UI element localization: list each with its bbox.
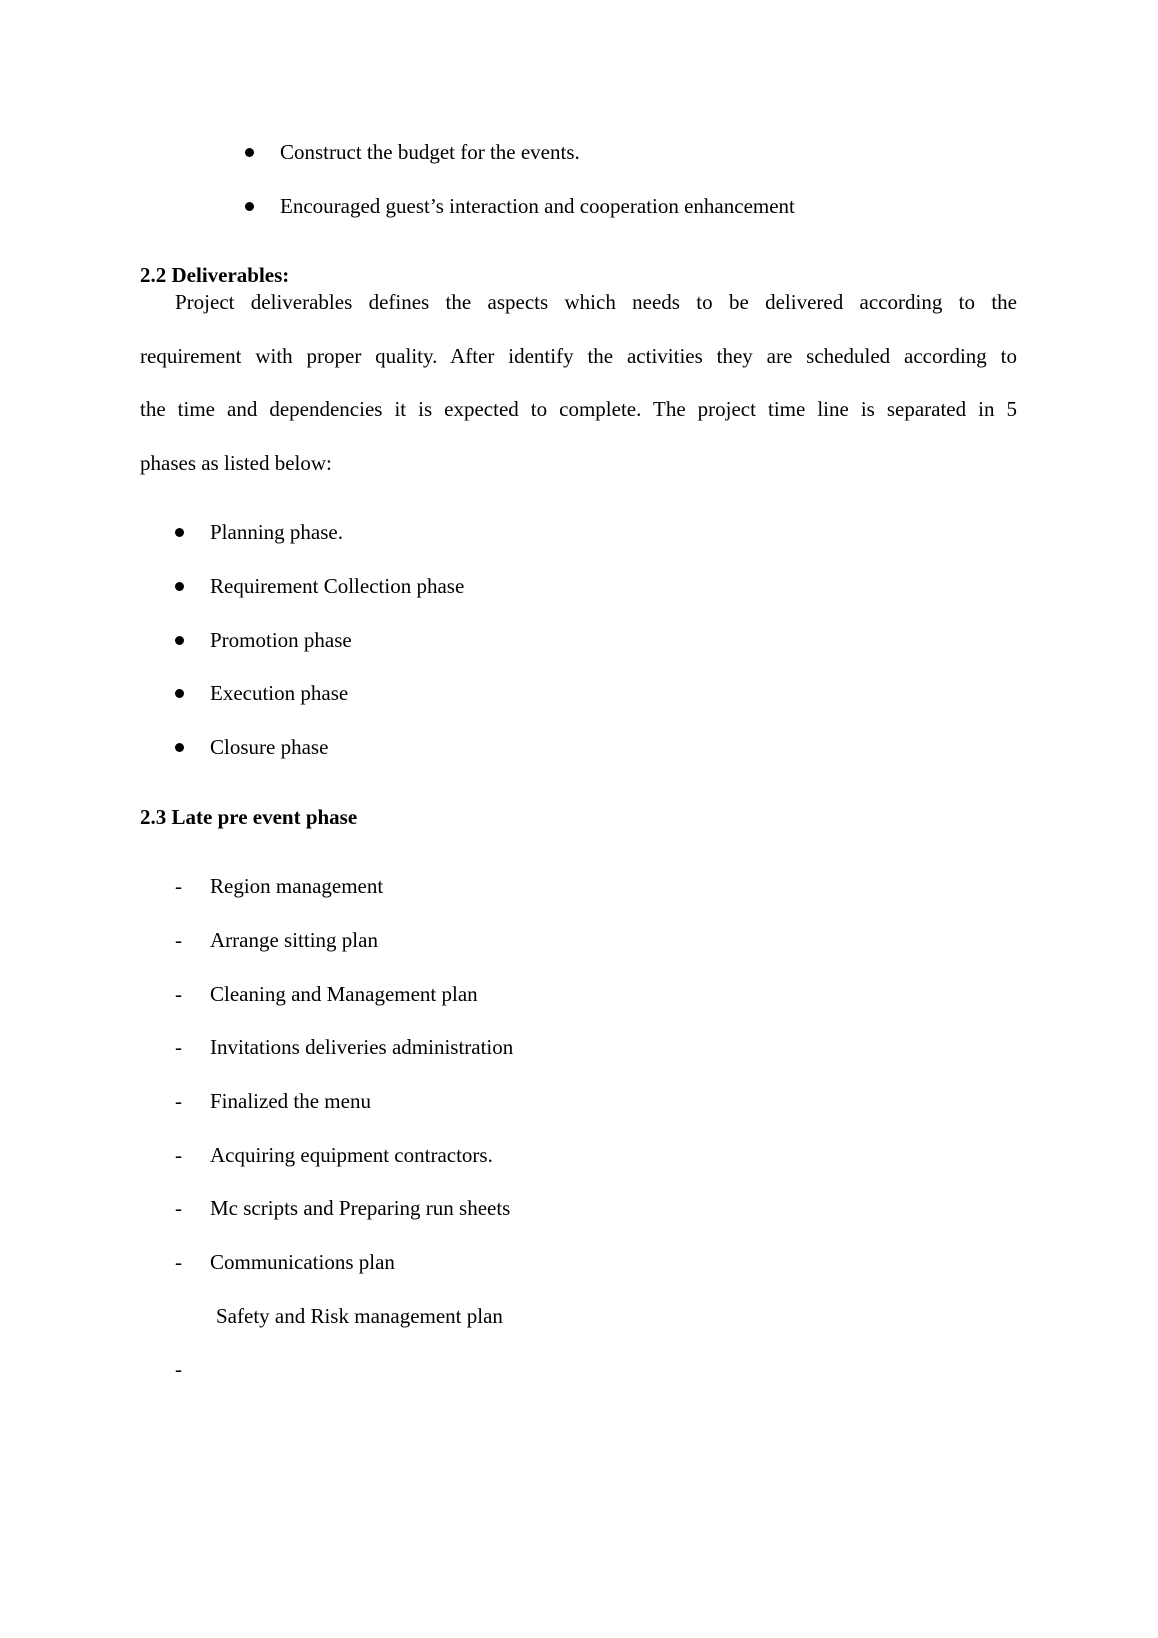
phase-list-item: Requirement Collection phase bbox=[210, 574, 465, 598]
dash-marker: - bbox=[175, 1357, 182, 1381]
dash-marker: - bbox=[175, 874, 182, 898]
bullet-dot-icon bbox=[175, 689, 184, 698]
paragraph-line: requirement with proper quality. After identify the activities they are scheduled according to bbox=[140, 344, 1017, 368]
bullet-dot-icon bbox=[175, 528, 184, 537]
task-list-item: Mc scripts and Preparing run sheets bbox=[210, 1196, 511, 1220]
phase-list-item: Execution phase bbox=[210, 681, 349, 705]
paragraph-line: the time and dependencies it is expected to complete. The project time line is separated in 5 bbox=[140, 397, 1017, 421]
task-list-item: Communications plan bbox=[210, 1250, 395, 1274]
task-list-item: Acquiring equipment contractors. bbox=[210, 1143, 493, 1167]
paragraph-line: phases as listed below: bbox=[140, 451, 332, 475]
section-heading-late-pre-event: 2.3 Late pre event phase bbox=[140, 805, 358, 829]
task-list-item: Arrange sitting plan bbox=[210, 928, 378, 952]
task-list-item: Region management bbox=[210, 874, 384, 898]
paragraph-line: Project deliverables defines the aspects which needs to be delivered according to the bbox=[175, 290, 1017, 314]
dash-marker: - bbox=[175, 1143, 182, 1167]
phase-list-item: Closure phase bbox=[210, 735, 329, 759]
phase-list-item: Planning phase. bbox=[210, 520, 343, 544]
dash-marker: - bbox=[175, 1196, 182, 1220]
task-list-item: Safety and Risk management plan bbox=[216, 1304, 503, 1328]
task-list-item: Finalized the menu bbox=[210, 1089, 371, 1113]
top-bullet-item: Encouraged guest’s interaction and cooperation enhancement bbox=[280, 194, 795, 218]
dash-marker: - bbox=[175, 928, 182, 952]
task-list-item: Invitations deliveries administration bbox=[210, 1035, 514, 1059]
bullet-dot-icon bbox=[245, 202, 254, 211]
task-list-item: Cleaning and Management plan bbox=[210, 982, 478, 1006]
top-bullet-item: Construct the budget for the events. bbox=[280, 140, 580, 164]
dash-marker: - bbox=[175, 1089, 182, 1113]
dash-marker: - bbox=[175, 982, 182, 1006]
bullet-dot-icon bbox=[175, 743, 184, 752]
bullet-dot-icon bbox=[175, 582, 184, 591]
dash-marker: - bbox=[175, 1250, 182, 1274]
phase-list-item: Promotion phase bbox=[210, 628, 352, 652]
dash-marker: - bbox=[175, 1035, 182, 1059]
bullet-dot-icon bbox=[245, 148, 254, 157]
bullet-dot-icon bbox=[175, 636, 184, 645]
section-heading-deliverables: 2.2 Deliverables: bbox=[140, 263, 290, 287]
